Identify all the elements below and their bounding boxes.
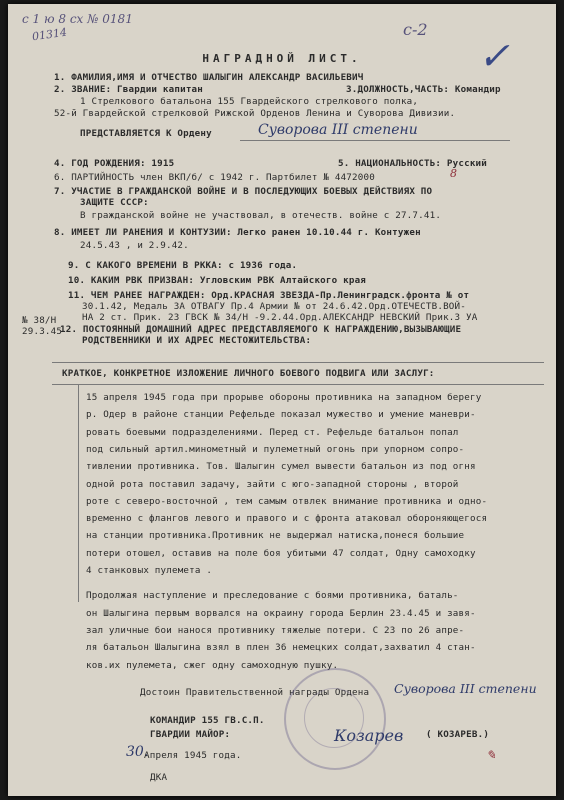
narrative-line: потери отошел, оставив на поле боя убитыми 47 солдат, Одну самоходку	[86, 547, 476, 559]
field-home-address-line2: РОДСТВЕННИКИ И ИХ АДРЕС МЕСТОЖИТЕЛЬСТВА:	[82, 335, 312, 346]
field-prior-awards-line2: 30.1.42, Медаль ЗА ОТВАГУ Пр.4 Армии № от 24.6.42.Орд.ОТЕЧЕСТВ.ВОЙ-	[82, 301, 466, 312]
side-order-date: 29.3.45	[22, 326, 63, 337]
narrative-line: 15 апреля 1945 года при прорыве обороны противника на западном берегу	[86, 392, 482, 403]
award-worthy-text: Достоин Правительственной награды Ордена	[140, 687, 370, 698]
narrative-line: ровать боевыми подразделениями. Перед ст. Рефельде батальон попал	[86, 426, 459, 438]
narrative-line: 4 станковых пулемета .	[86, 565, 213, 576]
handwritten-order-name-2: Суворова III степени	[394, 681, 537, 696]
document-date: Апреля 1945 года.	[144, 750, 242, 761]
summary-divider-bottom	[52, 384, 544, 385]
document-title: НАГРАДНОЙ ЛИСТ.	[202, 52, 362, 65]
commander-rank: ГВАРДИИ МАЙОР:	[150, 729, 231, 740]
handwritten-order-name: Суворова III степени	[258, 122, 418, 138]
narrative-line: ля батальон Шалыгина взял в плен 36 немецких солдат,захватил 4 стан-	[86, 642, 476, 654]
narrative-line: под сильный артил.минометный и пулеметный огонь при упорном сопро-	[86, 443, 465, 455]
field-combat-participation-value: В гражданской войне не участвовал, в отечеств. войне с 27.7.41.	[80, 210, 442, 221]
margin-mark-top-left: с 1 ю 8 сх № 0181	[22, 12, 133, 26]
narrative-line: р. Одер в районе станции Рефельде показал мужество и умение маневри-	[86, 409, 476, 421]
field-army-since: 9. С КАКОГО ВРЕМЕНИ В РККА: с 1936 года.	[68, 260, 298, 271]
award-sheet-page	[8, 4, 556, 796]
field-prior-awards-line3: НА 2 ст. Прик. 23 ГВСК № 34/Н -9.2.44.Орд.АЛЕКСАНДР НЕВСКИЙ Прик.3 УА	[82, 312, 478, 323]
field-position-line3: 52-й Гвардейской стрелковой Рижской Орденов Ленина и Суворова Дивизии.	[54, 108, 456, 119]
narrative-line: временно с флангов левого и правого и с фронта атаковал обороняющегося	[86, 513, 488, 525]
narrative-line: одной рота поставил задачу, зайти с юго-западной стороны , второй	[86, 478, 459, 490]
handwritten-party-suffix: 8	[450, 167, 457, 180]
side-order-number: № 38/Н	[22, 315, 57, 326]
field-party: 6. ПАРТИЙНОСТЬ член ВКП/б/ с 1942 г. Партбилет № 4472000	[54, 172, 375, 183]
field-position: 3.ДОЛЖНОСТЬ,ЧАСТЬ: Командир	[346, 84, 501, 95]
field-rank: 2. ЗВАНИЕ: Гвардии капитан	[54, 84, 204, 95]
summary-title: КРАТКОЕ, КОНКРЕТНОЕ ИЗЛОЖЕНИЕ ЛИЧНОГО БОЕВОГО ПОДВИГА ИЛИ ЗАСЛУГ:	[62, 368, 435, 379]
margin-mark-top-right: с-2	[403, 20, 428, 39]
field-wounds: 8. ИМЕЕТ ЛИ РАНЕНИЯ И КОНТУЗИИ: Легко ранен 10.10.44 г. Контужен	[54, 227, 421, 238]
presented-underline	[240, 140, 510, 141]
field-wounds-line2: 24.5.43 , и 2.9.42.	[80, 240, 189, 251]
field-drafted-by: 10. КАКИМ РВК ПРИЗВАН: Угловским РВК Алтайского края	[68, 275, 367, 286]
summary-divider-top	[52, 362, 544, 363]
commander-unit: КОМАНДИР 155 ГВ.С.П.	[150, 715, 265, 726]
field-nationality: 5. НАЦИОНАЛЬНОСТЬ: Русский	[338, 158, 488, 169]
narrative-line: Продолжая наступление и преследование с боями противника, баталь-	[86, 590, 459, 602]
red-pencil-mark: ✎	[486, 748, 497, 762]
narrative-line: на станции противника.Противник не выдержал натиска,понеся большие	[86, 530, 465, 542]
field-combat-participation-line2: ЗАЩИТЕ СССР:	[80, 197, 149, 208]
field-prior-awards: 11. ЧЕМ РАНЕЕ НАГРАЖДЕН: Орд.КРАСНАЯ ЗВЕЗДА-Пр.Ленинградск.фронта № от	[68, 290, 470, 301]
blue-check-mark: ✓	[478, 34, 510, 78]
field-position-line2: 1 Стрелкового батальона 155 Гвардейского стрелкового полка,	[80, 96, 419, 107]
field-presented-for: ПРЕДСТАВЛЯЕТСЯ К Ордену	[80, 128, 212, 139]
commander-name: ( КОЗАРЕВ.)	[426, 729, 490, 740]
field-home-address: 12. ПОСТОЯННЫЙ ДОМАШНИЙ АДРЕС ПРЕДСТАВЛЯЕМОГО К НАГРАЖДЕНИЮ,ВЫЗЫВАЮЩИЕ	[60, 324, 462, 335]
narrative-line: тивлении противника. Тов. Шалыгин сумел вывести батальон из под огня	[86, 461, 476, 473]
field-birth-year: 4. ГОД РОЖДЕНИЯ: 1915	[54, 158, 175, 169]
summary-left-rule	[78, 384, 79, 602]
narrative-line: роте с северо-восточной , тем самым отвлек внимание противника и одно-	[86, 495, 488, 507]
narrative-line: ков.их пулемета, сжег одну самоходную пушку.	[86, 659, 339, 671]
date-day-handwritten: 30.	[126, 744, 149, 760]
narrative-line: он Шалыгина первым ворвался на окраину города Берлин 23.4.45 и завя-	[86, 607, 476, 619]
narrative-line: зал уличные бои нанося противнику тяжелые потери. С 23 по 26 апре-	[86, 624, 465, 636]
dka-mark: ДКА	[150, 772, 168, 783]
field-combat-participation: 7. УЧАСТИЕ В ГРАЖДАНСКОЙ ВОЙНЕ И В ПОСЛЕДУЮЩИХ БОЕВЫХ ДЕЙСТВИЯХ ПО	[54, 186, 433, 197]
field-full-name: 1. ФАМИЛИЯ,ИМЯ И ОТЧЕСТВО ШАЛЫГИН АЛЕКСАНДР ВАСИЛЬЕВИЧ	[54, 72, 364, 83]
margin-mark-archive-number: 01314	[31, 25, 68, 44]
commander-signature: Козарев	[334, 726, 404, 745]
official-round-stamp	[284, 668, 386, 770]
